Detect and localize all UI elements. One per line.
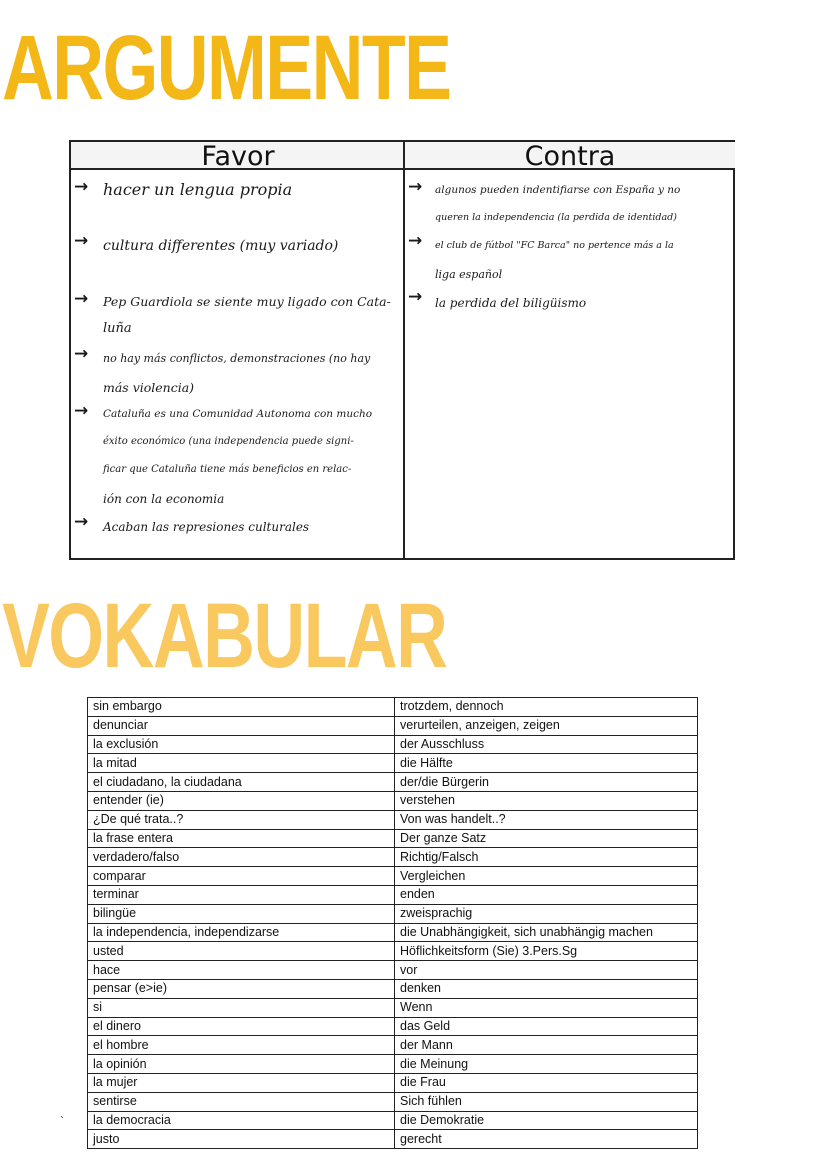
vocab-row xyxy=(88,1055,698,1074)
vocab-german: verstehen xyxy=(395,791,698,810)
contra-line: la perdida del biligüismo xyxy=(435,296,587,310)
arrow-icon: → xyxy=(408,231,423,251)
contra-line: el club de fútbol "FC Barca" no pertence más a la xyxy=(435,240,674,251)
vocab-row xyxy=(88,885,698,904)
vocab-row xyxy=(88,829,698,848)
vocab-row xyxy=(88,942,698,961)
vocab-german: die Demokratie xyxy=(395,1111,698,1130)
vocab-spanish: el dinero xyxy=(88,1017,395,1036)
vocab-row xyxy=(88,1111,698,1130)
vocabulary-table xyxy=(87,697,698,1149)
vocab-spanish: usted xyxy=(88,942,395,961)
vocab-german: enden xyxy=(395,885,698,904)
vocab-spanish: la frase entera xyxy=(88,829,395,848)
vocab-spanish: justo xyxy=(88,1130,395,1149)
vocab-spanish: la mujer xyxy=(88,1073,395,1092)
vocab-row xyxy=(88,904,698,923)
vocab-row xyxy=(88,791,698,810)
vocab-german: der Ausschluss xyxy=(395,735,698,754)
vocab-german: die Frau xyxy=(395,1073,698,1092)
contra-header: Contra xyxy=(405,142,735,170)
vocab-row xyxy=(88,1130,698,1149)
vocab-german: das Geld xyxy=(395,1017,698,1036)
arrow-icon: → xyxy=(74,512,89,532)
vokabular-heading: VOKABULAR xyxy=(2,585,447,687)
vocab-german: der Mann xyxy=(395,1036,698,1055)
arrow-icon: → xyxy=(408,287,423,307)
favor-line: Acaban las represiones culturales xyxy=(103,520,310,534)
vocab-spanish: ¿De qué trata..? xyxy=(88,810,395,829)
vocab-row xyxy=(88,848,698,867)
vocab-row xyxy=(88,716,698,735)
vocab-row xyxy=(88,698,698,717)
vocab-row xyxy=(88,1092,698,1111)
vocab-spanish: si xyxy=(88,998,395,1017)
vocab-spanish: entender (ie) xyxy=(88,791,395,810)
vocab-row xyxy=(88,1036,698,1055)
vocab-german: denken xyxy=(395,979,698,998)
vocab-spanish: la opinión xyxy=(88,1055,395,1074)
favor-line: éxito económico (una independencia puede signi- xyxy=(103,436,354,447)
vocab-spanish: sentirse xyxy=(88,1092,395,1111)
vocab-german: Vergleichen xyxy=(395,867,698,886)
vocab-spanish: el hombre xyxy=(88,1036,395,1055)
vocab-german: vor xyxy=(395,961,698,980)
vocab-spanish: pensar (e>ie) xyxy=(88,979,395,998)
favor-header: Favor xyxy=(71,142,405,170)
vocab-german: Wenn xyxy=(395,998,698,1017)
vocab-row xyxy=(88,867,698,886)
vocab-german: der/die Bürgerin xyxy=(395,773,698,792)
vocab-spanish: la democracia xyxy=(88,1111,395,1130)
vocab-german: die Hälfte xyxy=(395,754,698,773)
favor-line: más violencia) xyxy=(103,380,195,395)
arrow-icon: → xyxy=(74,344,89,364)
argumente-heading: ARGUMENTE xyxy=(2,17,451,119)
vocab-row xyxy=(88,1073,698,1092)
vocab-row xyxy=(88,773,698,792)
vocab-spanish: hace xyxy=(88,961,395,980)
margin-mark: ` xyxy=(60,1114,64,1128)
vocab-row xyxy=(88,961,698,980)
vocab-spanish: sin embargo xyxy=(88,698,395,717)
vocab-german: Höflichkeitsform (Sie) 3.Pers.Sg xyxy=(395,942,698,961)
favor-line: hacer un lengua propia xyxy=(103,180,293,199)
vocab-spanish: terminar xyxy=(88,885,395,904)
favor-line: ficar que Cataluña tiene más beneficios en relac- xyxy=(103,464,352,475)
vocab-german: Der ganze Satz xyxy=(395,829,698,848)
vocab-spanish: comparar xyxy=(88,867,395,886)
vocab-row xyxy=(88,810,698,829)
vocab-row xyxy=(88,754,698,773)
contra-line: algunos pueden indentifiarse con España y no xyxy=(435,184,681,196)
contra-line: liga español xyxy=(435,268,503,281)
arrow-icon: → xyxy=(408,177,423,197)
vocab-german: gerecht xyxy=(395,1130,698,1149)
vocab-german: zweisprachig xyxy=(395,904,698,923)
arrow-icon: → xyxy=(74,231,89,251)
arrow-icon: → xyxy=(74,401,89,421)
vocab-spanish: verdadero/falso xyxy=(88,848,395,867)
vocab-german: Richtig/Falsch xyxy=(395,848,698,867)
vocab-german: die Meinung xyxy=(395,1055,698,1074)
favor-line: Cataluña es una Comunidad Autonoma con mucho xyxy=(103,408,373,420)
vocab-row xyxy=(88,923,698,942)
vocab-spanish: la mitad xyxy=(88,754,395,773)
favor-line: ión con la economia xyxy=(103,492,225,506)
vocab-spanish: la independencia, independizarse xyxy=(88,923,395,942)
vocab-german: trotzdem, dennoch xyxy=(395,698,698,717)
favor-line: Pep Guardiola se siente muy ligado con Cata- xyxy=(103,294,391,309)
favor-line: no hay más conflictos, demonstraciones (no hay xyxy=(103,352,371,365)
vocab-spanish: el ciudadano, la ciudadana xyxy=(88,773,395,792)
vocab-row xyxy=(88,735,698,754)
arguments-table xyxy=(69,140,735,560)
contra-line: queren la independencia (la perdida de identidad) xyxy=(435,212,677,223)
vocab-row xyxy=(88,979,698,998)
arrow-icon: → xyxy=(74,177,89,197)
column-divider xyxy=(403,142,405,558)
favor-line: cultura differentes (muy variado) xyxy=(103,238,339,254)
vocab-german: Sich fühlen xyxy=(395,1092,698,1111)
vocab-german: die Unabhängigkeit, sich unabhängig machen xyxy=(395,923,698,942)
vocab-spanish: bilingüe xyxy=(88,904,395,923)
vocab-german: Von was handelt..? xyxy=(395,810,698,829)
vocab-spanish: denunciar xyxy=(88,716,395,735)
vocab-german: verurteilen, anzeigen, zeigen xyxy=(395,716,698,735)
vocab-spanish: la exclusión xyxy=(88,735,395,754)
arrow-icon: → xyxy=(74,289,89,309)
vocab-row xyxy=(88,1017,698,1036)
favor-line: luña xyxy=(103,321,132,336)
vocab-row xyxy=(88,998,698,1017)
